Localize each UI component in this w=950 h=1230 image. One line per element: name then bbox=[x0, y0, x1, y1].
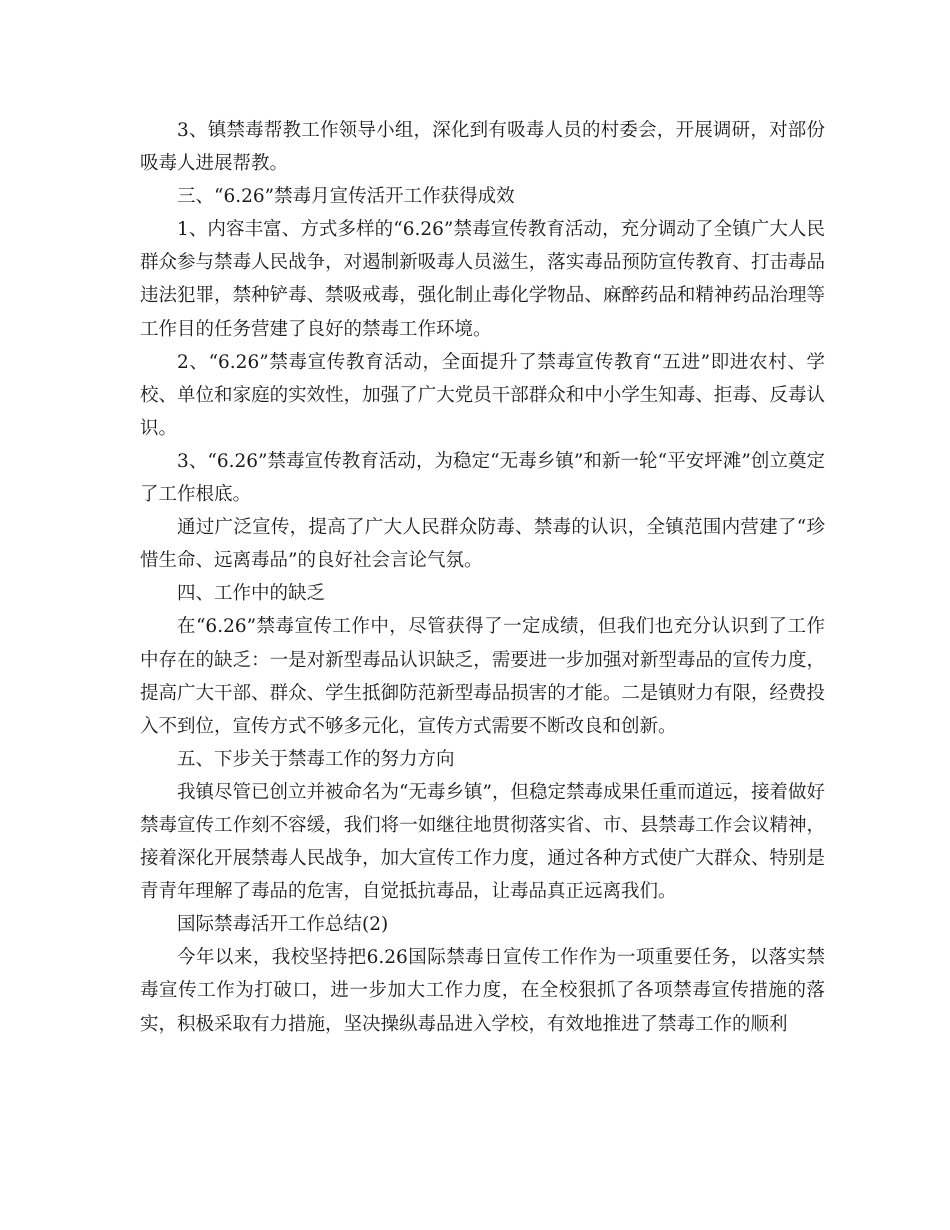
document-subtitle: 国际禁毒活开工作总结(2) bbox=[177, 914, 389, 936]
paragraph-summary: 通过广泛宣传，提高了广大人民群众防毒、禁毒的认识，全镇范围内营建了“珍惜生命、远离毒品”的良好社会言论气氛。 bbox=[140, 517, 825, 572]
paragraph-shortcomings: 在“6.26”禁毒宣传工作中，尽管获得了一定成绩，但我们也充分认识到了工作中存在的缺乏：一是对新型毒品认识缺乏，需要进一步加强对新型毒品的宣传力度，提高广大干部、群众、学生抵御防范新型毒品损害的才能。二是镇财力有限，经费投入不到位，宣传方式不够多元化，宣传方式需要不断改良和创新。 bbox=[140, 616, 825, 737]
section-heading-3: 三、“6.26”禁毒月宣传活开工作获得成效 bbox=[177, 186, 515, 208]
document-page bbox=[140, 114, 825, 1041]
paragraph-result-3: 3、“6.26”禁毒宣传教育活动，为稳定“无毒乡镇”和新一轮“平安坪滩”创立奠定了工作根底。 bbox=[140, 450, 825, 506]
section-heading-4: 四、工作中的缺乏 bbox=[177, 583, 326, 605]
paragraph-direction: 我镇尽管已创立并被命名为“无毒乡镇”，但稳定禁毒成果任重而道远，接着做好禁毒宣传工作刻不容缓，我们将一如继往地贯彻落实省、市、县禁毒工作会议精神，接着深化开展禁毒人民战争，加大宣传工作力度，通过各种方式使广大群众、特别是青青年理解了毒品的危害，自觉抵抗毒品，让毒品真正远离我们。 bbox=[140, 781, 825, 903]
paragraph-result-1: 1、内容丰富、方式多样的“6.26”禁毒宣传教育活动，充分调动了全镇广大人民群众参与禁毒人民战争，对遏制新吸毒人员滋生，落实毒品预防宣传教育、打击毒品违法犯罪，禁种铲毒、禁吸戒毒，强化制止毒化学物品、麻醉药品和精神药品治理等工作目的任务营建了良好的禁毒工作环境。 bbox=[140, 219, 825, 340]
section-heading-5: 五、下步关于禁毒工作的努力方向 bbox=[177, 748, 455, 770]
paragraph-school-intro: 今年以来，我校坚持把6.26国际禁毒日宣传工作作为一项重要任务，以落实禁毒宣传工作为打破口，进一步加大工作力度，在全校狠抓了各项禁毒宣传措施的落实，积极采取有力措施，坚决操纵毒品进入学校，有效地推进了禁毒工作的顺利 bbox=[140, 947, 825, 1035]
paragraph-item-3: 3、镇禁毒帮教工作领导小组，深化到有吸毒人员的村委会，开展调研，对部份吸毒人进展帮教。 bbox=[140, 120, 825, 175]
paragraph-result-2: 2、“6.26”禁毒宣传教育活动，全面提升了禁毒宣传教育“五进”即进农村、学校、单位和家庭的实效性，加强了广大党员干部群众和中小学生知毒、拒毒、反毒认识。 bbox=[140, 351, 825, 439]
